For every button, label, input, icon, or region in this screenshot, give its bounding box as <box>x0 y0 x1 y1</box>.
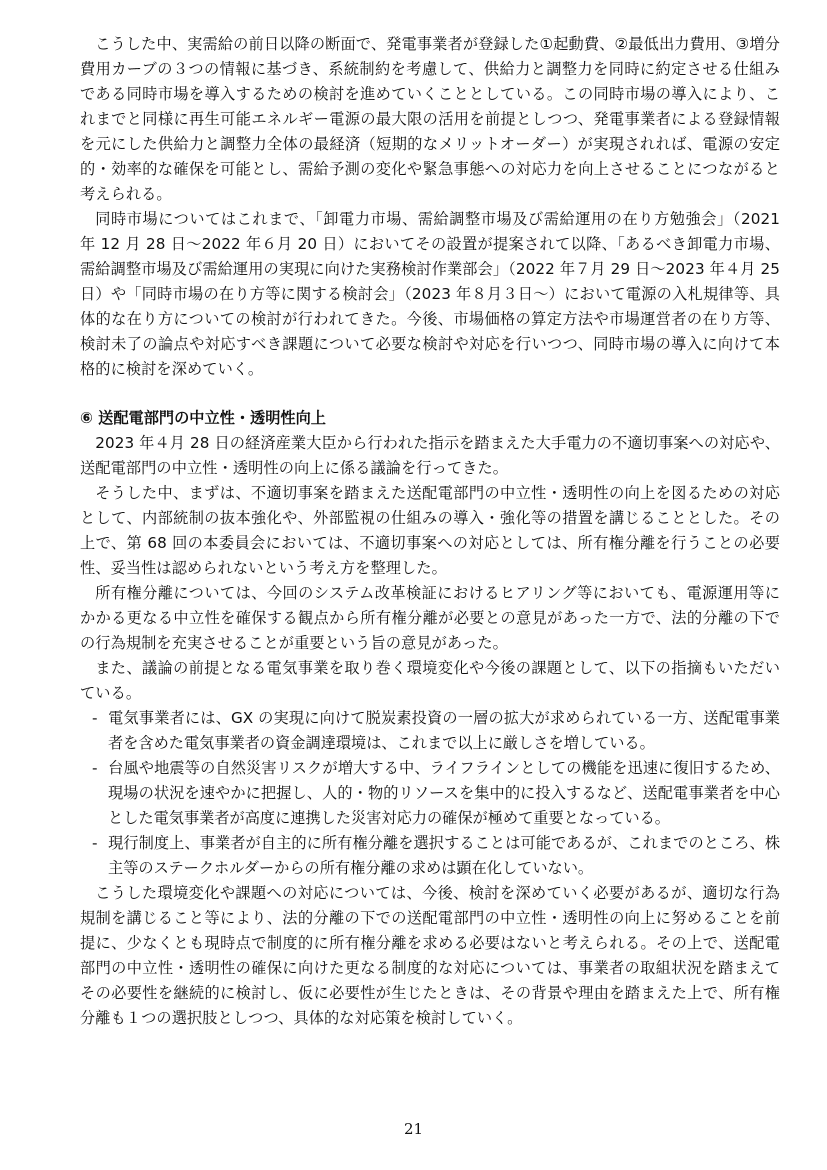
bullet-marker: - <box>92 759 98 777</box>
list-item <box>92 706 780 756</box>
closing-paragraph: こうした環境変化や課題への対応については、今後、検討を深めていく必要があるが、適切な行為規制を講じること等により、法的分離の下での送配電部門の中立性・透明性の向上に努めることを前提に、少なくとも現時点で制度的に所有権分離を求める必要はないと考えられる。その上で、送配電部門の中立性・透明性の確保に向けた更なる制度的な対応については、事業者の取組状況を踏まえてその必要性を継続的に検討し、仮に必要性が生じたときは、その背景や理由を踏まえた上で、所有権分離も１つの選択肢としつつ、具体的な対応策を検討していく。 <box>80 884 780 1027</box>
document-page <box>80 32 780 1031</box>
list-item <box>92 831 780 881</box>
section-heading: ⑥ 送配電部門の中立性・透明性向上 <box>80 409 326 427</box>
intro-paragraph-1: こうした中、実需給の前日以降の断面で、発電事業者が登録した①起動費、②最低出力費用、③増分費用カーブの３つの情報に基づき、系統制約を考慮して、供給力と調整力を同時に約定させる仕組みである同時市場を導入するための検討を進めていくこととしている。この同時市場の導入により、これまでと同様に再生可能エネルギー電源の最大限の活用を前提としつつ、発電事業者による登録情報を元にした供給力と調整力全体の最経済（短期的なメリットオーダー）が実現されれば、電源の安定的・効率的な確保を可能とし、需給予測の変化や緊急事態への対応力を向上させることにつながると考えられる。 <box>80 35 780 203</box>
bullet-marker: - <box>92 834 98 852</box>
page-number: 21 <box>403 1120 424 1138</box>
bullet-marker: - <box>92 709 98 727</box>
bullet-text: 台風や地震等の自然災害リスクが増大する中、ライフラインとしての機能を迅速に復旧するため、現場の状況を速やかに把握し、人的・物的リソースを集中的に投入するなど、送配電事業者を中心とした電気事業者が高度に連携した災害対応力の確保が極めて重要となっている。 <box>108 759 780 827</box>
bullet-list <box>80 706 780 881</box>
bullet-text: 現行制度上、事業者が自主的に所有権分離を選択することは可能であるが、これまでのところ、株主等のステークホルダーからの所有権分離の求めは顕在化していない。 <box>108 834 780 877</box>
intro-paragraph-2: 同時市場についてはこれまで、「卸電力市場、需給調整市場及び需給運用の在り方勉強会」（2021 年 12 月 28 日～2022 年６月 20 日）においてその設置が提案されて以降、「あるべき卸電力市場、需給調整市場及び需給運用の実現に向けた実務検討作業部会」（2022 年７月 29 日～2023 年４月 25 日）や「同時市場の在り方等に関する検討会」（2023 年８月３日～）において電源の入札規律等、具体的な在り方についての検討が行われてきた。今後、市場価格の算定方法や市場運営者の在り方等、検討未了の論点や対応すべき課題について必要な検討や対応を行いつつ、同時市場の導入に向けて本格的に検討を深めていく。 <box>80 210 780 378</box>
list-item <box>92 756 780 831</box>
section-paragraph-3: 所有権分離については、今回のシステム改革検証におけるヒアリング等においても、電源運用等にかかる更なる中立性を確保する観点から所有権分離が必要との意見があった一方で、法的分離の下での行為規制を充実させることが重要という旨の意見があった。 <box>80 584 780 652</box>
bullet-text: 電気事業者には、GX の実現に向けて脱炭素投資の一層の拡大が求められている一方、送配電事業者を含めた電気事業者の資金調達環境は、これまで以上に厳しさを増している。 <box>108 709 780 752</box>
section-paragraph-1: 2023 年４月 28 日の経済産業大臣から行われた指示を踏まえた大手電力の不適切事案への対応や、送配電部門の中立性・透明性の向上に係る議論を行ってきた。 <box>80 434 780 477</box>
section-paragraph-2: そうした中、まずは、不適切事案を踏まえた送配電部門の中立性・透明性の向上を図るための対応として、内部統制の抜本強化や、外部監視の仕組みの導入・強化等の措置を講じることとした。その上で、第 68 回の本委員会においては、不適切事案への対応としては、所有権分離を行うことの必要性、妥当性は認められないという考え方を整理した。 <box>80 484 780 577</box>
section-paragraph-4: また、議論の前提となる電気事業を取り巻く環境変化や今後の課題として、以下の指摘もいただいている。 <box>80 659 780 702</box>
